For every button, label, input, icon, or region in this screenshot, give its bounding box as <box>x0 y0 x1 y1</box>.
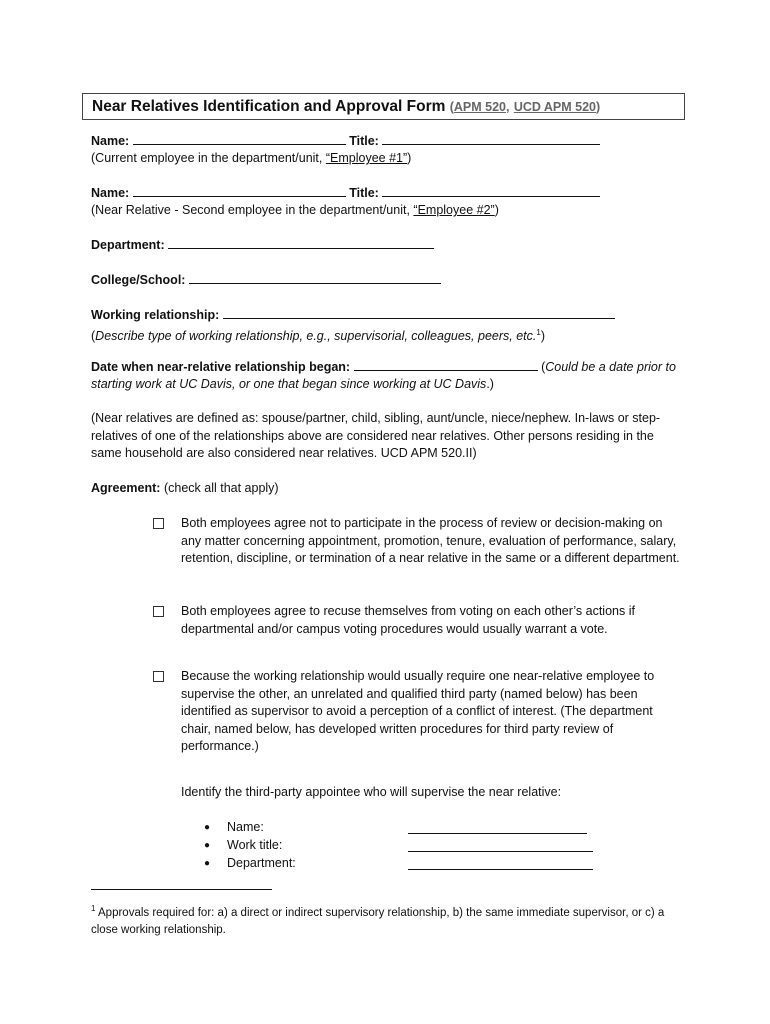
agreement-label: Agreement: <box>91 481 161 495</box>
employee1-name-field[interactable] <box>133 132 346 145</box>
footnote <box>91 900 681 939</box>
employee2-row <box>91 184 600 203</box>
comma: , <box>506 100 510 114</box>
working-label: Working relationship: <box>91 308 220 322</box>
near-relative-definition: (Near relatives are defined as: spouse/partner, child, sibling, aunt/uncle, niece/nephew. In-laws or step-relatives of one of the relationships above are considered near relatives. Other persons residing in the same household are also considered near relatives. UCD APM 520.II) <box>91 411 661 460</box>
working-note-open: ( <box>91 329 96 344</box>
agreement-checkbox-3[interactable] <box>153 671 164 682</box>
employee2-note-end: ) <box>494 203 499 217</box>
employee1-note <box>91 150 411 168</box>
department-field[interactable] <box>168 236 434 249</box>
employee2-title-field[interactable] <box>382 184 600 197</box>
employee2-note <box>91 202 499 220</box>
employee1-note-text: (Current employee in the department/unit, <box>91 151 326 165</box>
working-row <box>91 306 615 325</box>
form-title <box>92 98 600 116</box>
apm-520-link[interactable]: APM 520 <box>453 100 507 114</box>
date-note-2: starting work at UC Davis, or one that began since working at UC Davis <box>91 377 487 391</box>
agreement-heading <box>91 480 279 498</box>
third-party-title-field[interactable] <box>408 850 593 852</box>
employee2-ref: “Employee #2” <box>413 203 495 217</box>
agreement-checkbox-1[interactable] <box>153 518 164 529</box>
working-note <box>91 324 545 346</box>
title-text: Near Relatives Identification and Approval Form <box>92 98 446 115</box>
college-row <box>91 271 441 290</box>
date-row <box>91 358 676 377</box>
paren-open: ( <box>449 100 454 114</box>
third-party-department-label: Department: <box>227 856 296 870</box>
employee1-title-field[interactable] <box>382 132 600 145</box>
title-box <box>82 93 685 120</box>
agreement-option-3: Because the working relationship would usually require one near-relative employee to supervise the other, an unrelated and qualified third party (named below) has been identified as supervisor to avoid a perception of a conflict of interest. (The department chair, named below, has developed written procedures for third party review of performance.) <box>181 669 655 753</box>
department-label: Department: <box>91 238 165 252</box>
third-party-title-label: Work title: <box>227 838 283 852</box>
third-party-name-field[interactable] <box>408 832 587 834</box>
date-field[interactable] <box>354 358 538 371</box>
footnote-number: 1 <box>91 904 96 913</box>
employee1-note-end: ) <box>407 151 412 165</box>
footnote-divider <box>91 889 272 890</box>
employee2-note-text: (Near Relative - Second employee in the department/unit, <box>91 203 414 217</box>
working-field[interactable] <box>223 306 615 319</box>
date-label: Date when near-relative relationship began: <box>91 360 351 374</box>
date-note-open: ( <box>541 360 546 374</box>
college-label: College/School: <box>91 273 186 287</box>
employee2-title-label: Title: <box>349 186 379 200</box>
agreement-option-1: Both employees agree not to participate in the process of review or decision-making on any matter concerning appointment, promotion, tenure, evaluation of performance, salary, retention, discipline, or termination of a near relative in the same or a different department. <box>181 516 680 565</box>
ucd-apm-520-link[interactable]: UCD APM 520 <box>513 100 597 114</box>
footnote-ref: 1 <box>536 328 541 337</box>
third-party-intro: Identify the third-party appointee who will supervise the near relative: <box>181 785 562 799</box>
bullet-icon: ● <box>204 822 211 833</box>
bullet-icon: ● <box>204 840 211 851</box>
employee1-ref: “Employee #1” <box>325 151 408 165</box>
employee1-name-label: Name: <box>91 134 130 148</box>
employee1-title-label: Title: <box>349 134 379 148</box>
employee2-name-field[interactable] <box>133 184 346 197</box>
department-row <box>91 236 434 255</box>
date-note-close: .) <box>486 377 494 391</box>
footnote-text: Approvals required for: a) a direct or indirect supervisory relationship, b) the same immediate supervisor, or c) a close working relationship. <box>91 906 665 936</box>
third-party-name-label: Name: <box>227 820 264 834</box>
employee1-row <box>91 132 600 151</box>
third-party-department-field[interactable] <box>408 868 593 870</box>
paren-close: ) <box>596 100 601 114</box>
bullet-icon: ● <box>204 858 211 869</box>
agreement-checkbox-2[interactable] <box>153 606 164 617</box>
agreement-note: (check all that apply) <box>163 481 279 495</box>
working-note-text: Describe type of working relationship, e.g., supervisorial, colleagues, peers, etc. <box>95 329 537 344</box>
working-note-close: ) <box>540 329 545 344</box>
date-note-row <box>91 376 494 394</box>
employee2-name-label: Name: <box>91 186 130 200</box>
agreement-option-2: Both employees agree to recuse themselves from voting on each other’s actions if departmental and/or campus voting procedures would usually warrant a vote. <box>181 604 635 636</box>
college-field[interactable] <box>189 271 441 284</box>
date-note-1: Could be a date prior to <box>545 360 676 374</box>
